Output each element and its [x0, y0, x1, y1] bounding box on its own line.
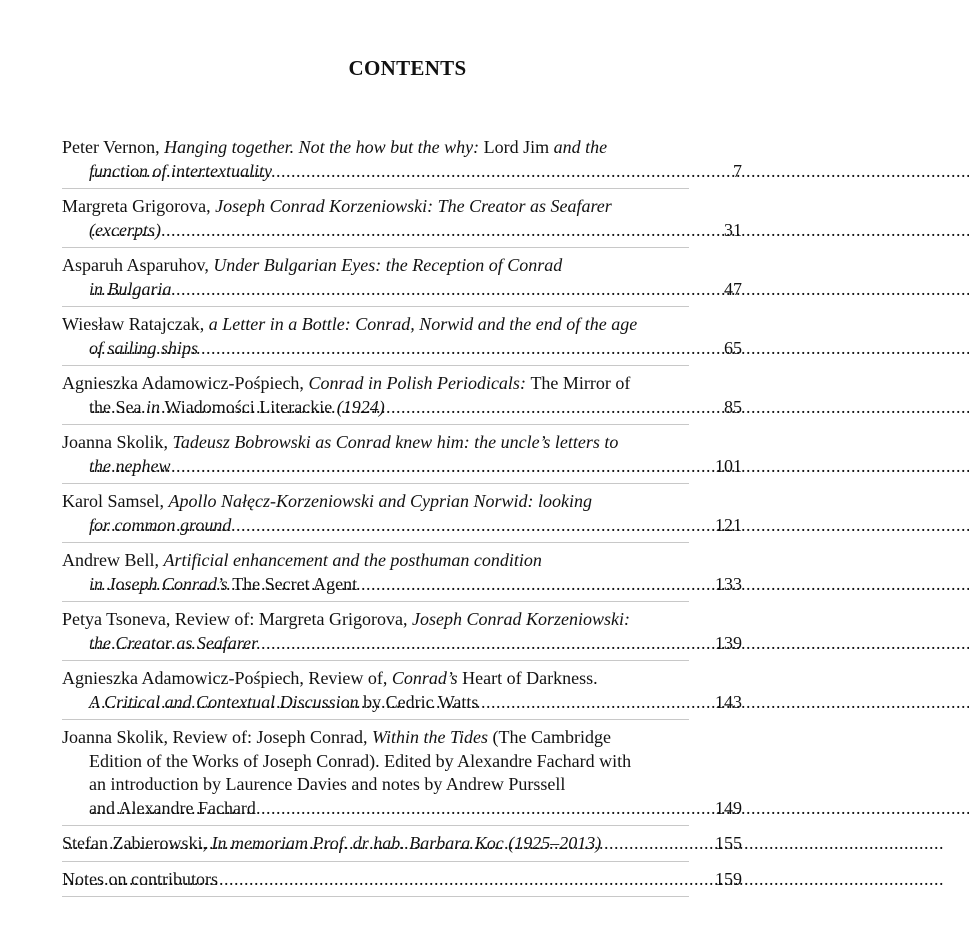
title-text: function of intertextuality — [89, 160, 272, 181]
entry-line — [62, 313, 742, 337]
toc-entry — [62, 431, 742, 478]
title-text: Under Bulgarian Eyes: the Reception of Conrad — [213, 255, 563, 275]
title-text: Tadeusz Bobrowski as Conrad knew him: the uncle’s letters to — [172, 432, 619, 452]
title-text: Artificial enhancement and the posthuman condition — [163, 550, 542, 570]
divider — [62, 825, 689, 826]
author: Agnieszka Adamowicz-Pośpiech, Review of, — [62, 668, 392, 688]
dot-leader — [91, 632, 969, 656]
author: Petya Tsoneva, Review of: Margreta Grigorova, — [62, 609, 412, 629]
author: Karol Samsel, — [62, 491, 169, 511]
dot-leader — [91, 160, 969, 184]
entry-line — [62, 868, 742, 892]
toc-entry — [62, 726, 742, 820]
title-text: in Joseph Conrad’s — [89, 573, 233, 594]
toc-entry — [62, 608, 742, 655]
entry-line — [62, 667, 742, 691]
author: Peter Vernon, — [62, 137, 165, 157]
title-text: In memoriam Prof. dr hab. Barbara Koc (1925–2013) — [211, 833, 602, 853]
page-title: CONTENTS — [348, 56, 467, 80]
author: Asparuh Asparuhov, — [62, 255, 214, 275]
title-text: Conrad in Polish Periodicals: — [308, 373, 531, 393]
title-text: the Creator as Seafarer — [89, 632, 259, 653]
entry-line — [62, 337, 742, 361]
entry-line — [62, 136, 742, 160]
toc-entry — [62, 549, 742, 596]
page-number: 47 — [724, 278, 742, 299]
title-text: in — [145, 396, 165, 417]
dot-leader — [91, 455, 969, 479]
table-of-contents — [62, 136, 742, 903]
entry-line — [62, 773, 742, 797]
title-text: and Alexandre Fachard — [89, 797, 256, 818]
title-text: the Sea — [89, 396, 146, 417]
page-number: 121 — [715, 514, 742, 535]
title-text: and the — [549, 137, 608, 157]
title-text: by Cedric Watts — [358, 691, 479, 712]
title-text: (The Cambridge — [487, 727, 611, 747]
page-number: 143 — [715, 691, 742, 712]
entry-line — [62, 195, 742, 219]
title-text: Conrad’s — [391, 668, 463, 688]
dot-leader — [91, 797, 969, 821]
author: Joanna Skolik, — [62, 432, 173, 452]
entry-line — [62, 160, 742, 184]
title-text: of sailing ships — [89, 337, 199, 358]
title-text: Joseph Conrad Korzeniowski: — [411, 609, 630, 629]
entry-title: Notes on contributors — [62, 868, 218, 889]
title-text: Hanging together. Not the how but the why: — [164, 137, 484, 157]
title-text: Wiadomości Literackie — [164, 396, 337, 417]
divider — [62, 424, 689, 425]
author: Margreta Grigorova, — [62, 196, 216, 216]
page-number: 155 — [715, 833, 742, 853]
toc-entry — [62, 372, 742, 419]
entry-line — [62, 832, 742, 856]
dot-leader — [91, 337, 969, 361]
toc-entry — [62, 832, 742, 856]
toc-entry — [62, 136, 742, 183]
dot-leader — [91, 691, 969, 715]
dot-leader — [64, 832, 942, 856]
title-text: Joseph Conrad Korzeniowski: The Creator as Seafarer — [215, 196, 612, 216]
title-text: The Secret Agent — [232, 573, 358, 594]
author: Wiesław Ratajczak, — [62, 314, 209, 334]
entry-line — [62, 396, 742, 420]
dot-leader — [91, 514, 969, 538]
page-number: 65 — [724, 337, 742, 358]
title-text: in Bulgaria — [89, 278, 172, 299]
entry-line — [62, 490, 742, 514]
author: Agnieszka Adamowicz-Pośpiech, — [62, 373, 309, 393]
title-text: for common ground — [89, 514, 232, 535]
entry-line — [62, 219, 742, 243]
divider — [62, 719, 689, 720]
toc-entry — [62, 868, 742, 892]
dot-leader — [91, 278, 969, 302]
entry-line — [62, 254, 742, 278]
divider — [62, 861, 689, 862]
author: Stefan Zabierowski, — [62, 833, 212, 853]
entry-line — [62, 549, 742, 573]
entry-line — [62, 691, 742, 715]
dot-leader — [91, 573, 969, 597]
divider — [62, 542, 689, 543]
divider — [62, 896, 689, 897]
title-text: a Letter in a Bottle: Conrad, Norwid and the end of the age — [208, 314, 638, 334]
entry-line — [62, 455, 742, 479]
divider — [62, 660, 689, 661]
page-number: 133 — [715, 573, 742, 594]
dot-leader — [91, 219, 969, 243]
entry-line — [62, 431, 742, 455]
title-text: Edition of the Works of Joseph Conrad). Edited by Alexandre Fachard with — [89, 750, 632, 771]
entry-line — [62, 278, 742, 302]
author: Andrew Bell, — [62, 550, 164, 570]
page-number: 7 — [733, 160, 742, 181]
divider — [62, 483, 689, 484]
dot-leader — [64, 868, 942, 892]
divider — [62, 247, 689, 248]
entry-line — [62, 608, 742, 632]
title-text: Apollo Nałęcz-Korzeniowski and Cyprian Norwid: looking — [168, 491, 592, 511]
divider — [62, 306, 689, 307]
entry-line — [62, 372, 742, 396]
toc-entry — [62, 254, 742, 301]
entry-line — [62, 797, 742, 821]
title-text: A Critical and Contextual Discussion — [89, 691, 359, 712]
toc-entry — [62, 490, 742, 537]
page-number: 159 — [715, 868, 742, 889]
toc-entry — [62, 313, 742, 360]
page-number: 85 — [724, 396, 742, 417]
title-text: an introduction by Laurence Davies and notes by Andrew Purssell — [89, 774, 566, 794]
page-number: 139 — [715, 632, 742, 653]
page-number: 31 — [724, 219, 742, 240]
page-number: 101 — [715, 455, 742, 476]
title-text: Lord Jim — [483, 137, 550, 157]
entry-line — [62, 632, 742, 656]
entry-line — [62, 726, 742, 750]
title-text: The Mirror of — [530, 373, 631, 393]
title-text: (1924) — [336, 396, 385, 417]
entry-line — [62, 514, 742, 538]
title-text: Heart of Darkness. — [462, 668, 598, 688]
divider — [62, 601, 689, 602]
dot-leader — [91, 396, 969, 420]
title-text: (excerpts) — [89, 219, 161, 240]
page-number: 149 — [715, 797, 742, 818]
entry-line — [62, 750, 742, 774]
toc-entry — [62, 195, 742, 242]
title-text: the nephew — [89, 455, 171, 476]
divider — [62, 365, 689, 366]
divider — [62, 188, 689, 189]
author: Joanna Skolik, Review of: Joseph Conrad, — [62, 727, 372, 747]
entry-line — [62, 573, 742, 597]
toc-entry — [62, 667, 742, 714]
title-text: Within the Tides — [371, 727, 488, 747]
